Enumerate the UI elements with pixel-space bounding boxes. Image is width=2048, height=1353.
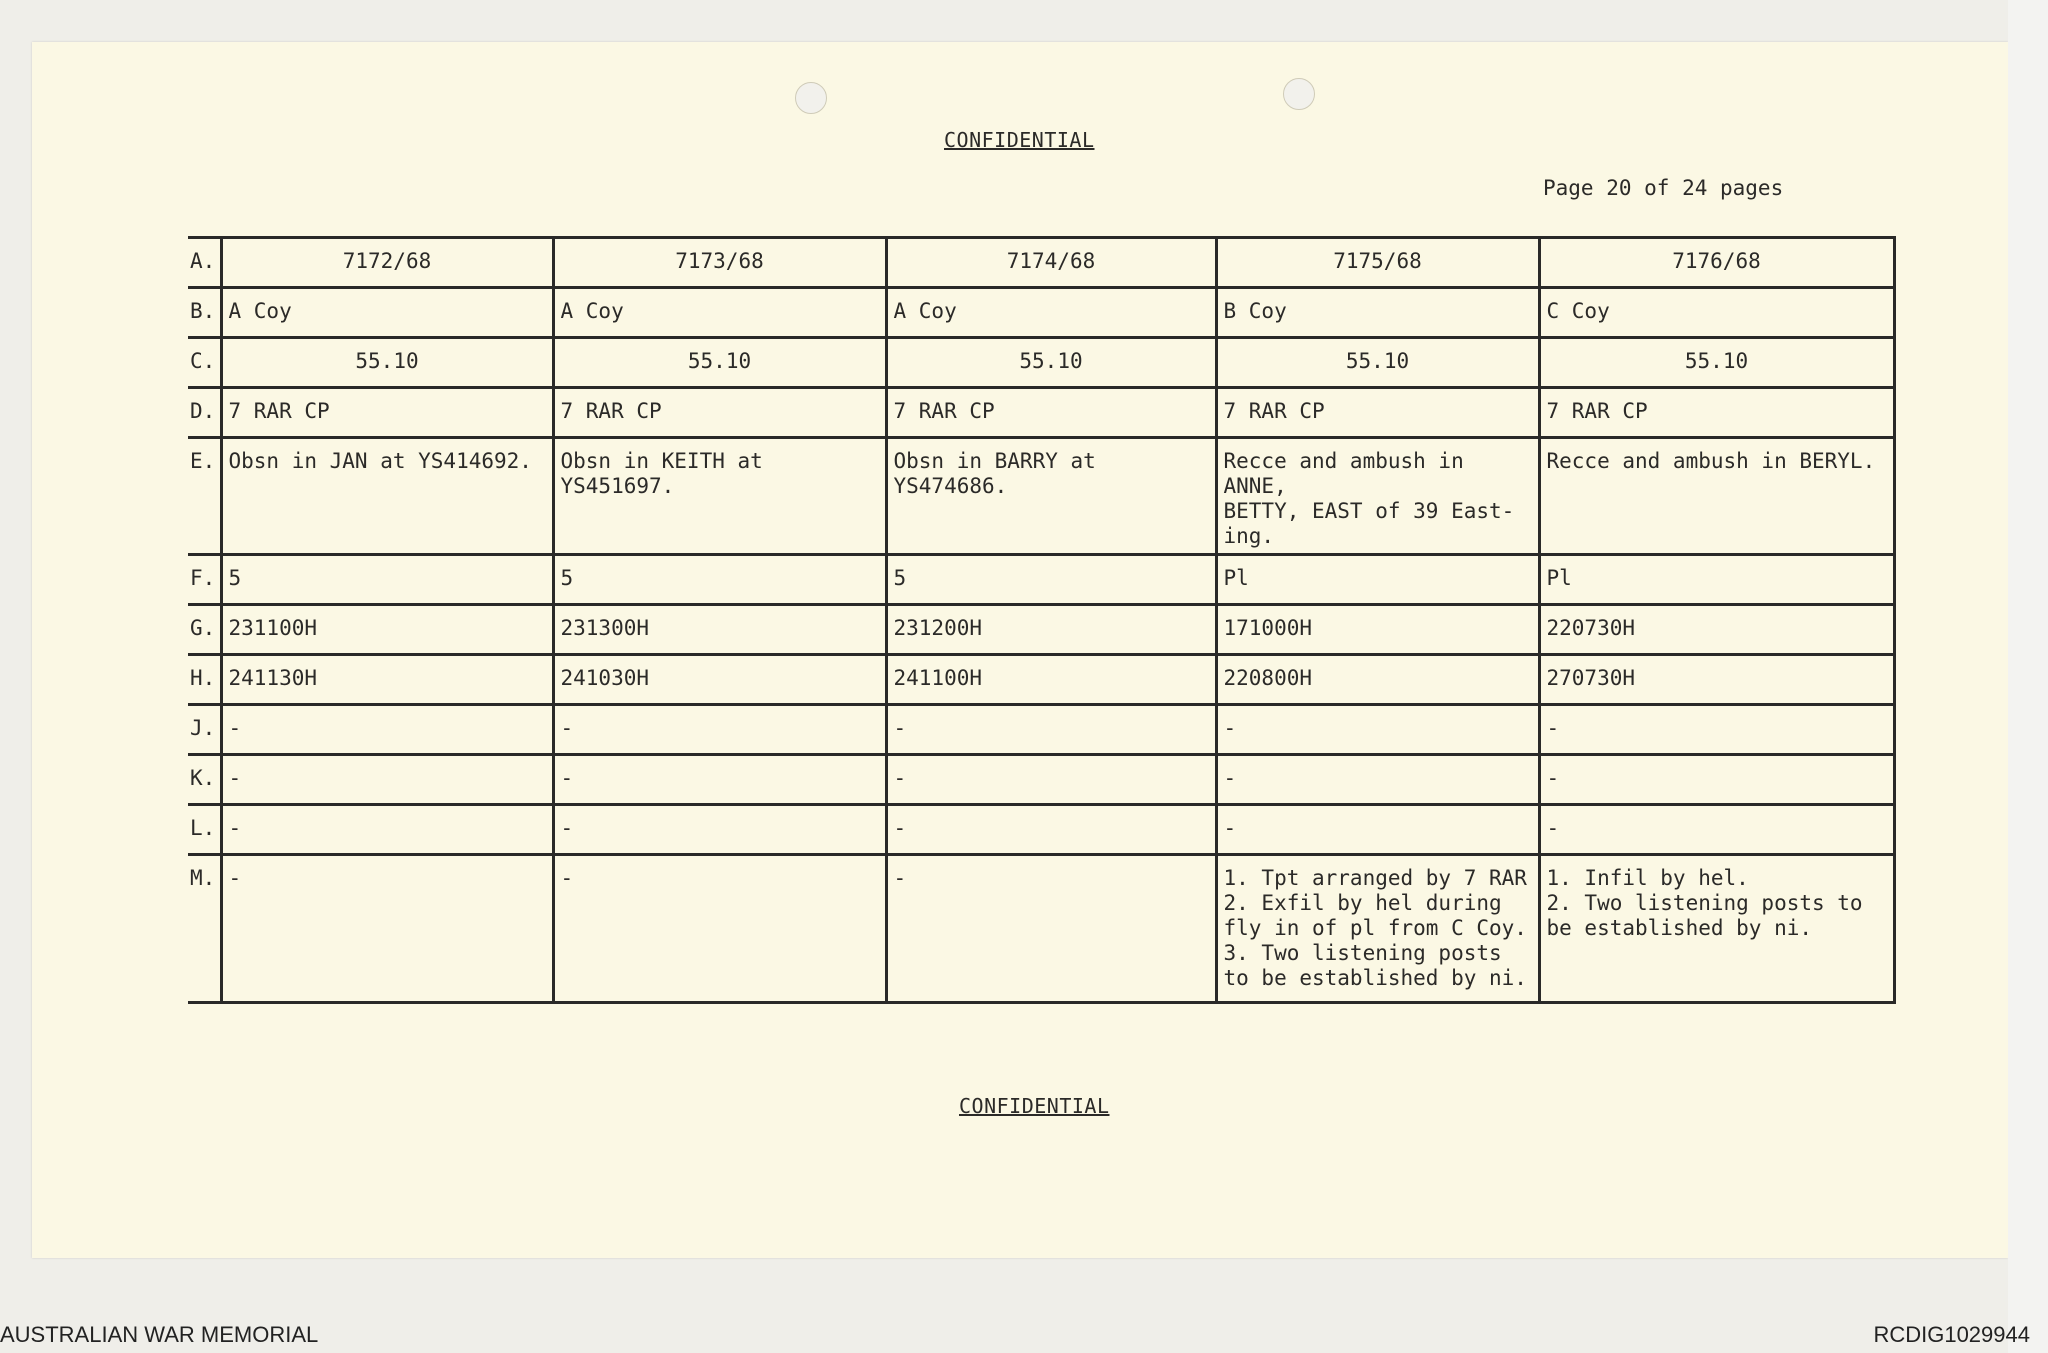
table-cell: 7172/68 — [221, 238, 553, 288]
table-cell: - — [221, 855, 553, 1003]
table-cell: 55.10 — [1216, 338, 1539, 388]
scan-edge — [2008, 0, 2048, 1353]
table-row — [188, 555, 1894, 605]
table-cell: - — [221, 705, 553, 755]
table-cell: 220730H — [1539, 605, 1894, 655]
table-cell: - — [1216, 805, 1539, 855]
table-cell: - — [1539, 755, 1894, 805]
table-cell: - — [553, 705, 886, 755]
row-label: K. — [188, 755, 221, 805]
row-label: B. — [188, 288, 221, 338]
table-row — [188, 855, 1894, 1003]
table-cell: - — [886, 705, 1216, 755]
row-label: D. — [188, 388, 221, 438]
table-cell: 5 — [553, 555, 886, 605]
table-cell: - — [221, 755, 553, 805]
table-cell: Obsn in BARRY at YS474686. — [886, 438, 1216, 555]
table-row — [188, 338, 1894, 388]
table-cell: A Coy — [553, 288, 886, 338]
table-row — [188, 438, 1894, 555]
row-label: M. — [188, 855, 221, 1003]
table-cell: 7 RAR CP — [1539, 388, 1894, 438]
table-cell: 7 RAR CP — [221, 388, 553, 438]
row-label: A. — [188, 238, 221, 288]
table-cell: C Coy — [1539, 288, 1894, 338]
table-row — [188, 705, 1894, 755]
table-row — [188, 805, 1894, 855]
table-cell: Pl — [1539, 555, 1894, 605]
table-cell: - — [221, 805, 553, 855]
table-row — [188, 288, 1894, 338]
table-cell: - — [886, 855, 1216, 1003]
row-label: H. — [188, 655, 221, 705]
table-cell: 7 RAR CP — [553, 388, 886, 438]
table-cell: - — [886, 755, 1216, 805]
table-cell: 7174/68 — [886, 238, 1216, 288]
punch-hole-left — [795, 82, 827, 114]
table-row — [188, 238, 1894, 288]
table-row — [188, 755, 1894, 805]
table-cell: - — [553, 755, 886, 805]
table-cell: 7175/68 — [1216, 238, 1539, 288]
table-cell: - — [1539, 805, 1894, 855]
classification-footer: CONFIDENTIAL — [959, 1094, 1110, 1118]
table-cell: - — [1216, 705, 1539, 755]
row-label: J. — [188, 705, 221, 755]
table-cell: 55.10 — [1539, 338, 1894, 388]
table-row — [188, 388, 1894, 438]
table-row — [188, 605, 1894, 655]
table-row — [188, 655, 1894, 705]
table-cell: Recce and ambush in BERYL. — [1539, 438, 1894, 555]
table-cell: 241130H — [221, 655, 553, 705]
table-cell: Obsn in KEITH at YS451697. — [553, 438, 886, 555]
table-cell: 5 — [221, 555, 553, 605]
table-cell: 55.10 — [886, 338, 1216, 388]
row-label: C. — [188, 338, 221, 388]
table-cell: - — [553, 805, 886, 855]
table-cell: 5 — [886, 555, 1216, 605]
table-cell: 7 RAR CP — [1216, 388, 1539, 438]
table-cell: 7 RAR CP — [886, 388, 1216, 438]
table-cell: A Coy — [221, 288, 553, 338]
table-cell: - — [886, 805, 1216, 855]
table-cell: Obsn in JAN at YS414692. — [221, 438, 553, 555]
row-label: E. — [188, 438, 221, 555]
institution-label: AUSTRALIAN WAR MEMORIAL — [0, 1322, 319, 1347]
table-cell: A Coy — [886, 288, 1216, 338]
table-cell: 55.10 — [221, 338, 553, 388]
table-cell: - — [1539, 705, 1894, 755]
table-cell: 1. Infil by hel. 2. Two listening posts to be established by ni. — [1539, 855, 1894, 1003]
row-label: F. — [188, 555, 221, 605]
table-cell: - — [1216, 755, 1539, 805]
page-number: Page 20 of 24 pages — [1543, 176, 1784, 200]
table-cell: 241030H — [553, 655, 886, 705]
table-cell: 231300H — [553, 605, 886, 655]
table-cell: 7173/68 — [553, 238, 886, 288]
table-cell: 1. Tpt arranged by 7 RAR 2. Exfil by hel during fly in of pl from C Coy. 3. Two listening posts to be established by ni. — [1216, 855, 1539, 1003]
table-cell: 231200H — [886, 605, 1216, 655]
table-cell: - — [553, 855, 886, 1003]
table-cell: Recce and ambush in ANNE, BETTY, EAST of 39 East- ing. — [1216, 438, 1539, 555]
row-label: L. — [188, 805, 221, 855]
catalogue-id: RCDIG1029944 — [1873, 1322, 2030, 1347]
punch-hole-right — [1283, 78, 1315, 110]
classification-header: CONFIDENTIAL — [944, 128, 1095, 152]
table-cell: 7176/68 — [1539, 238, 1894, 288]
table-cell: 241100H — [886, 655, 1216, 705]
table-cell: Pl — [1216, 555, 1539, 605]
serial-table — [188, 236, 1896, 1004]
table-cell: 270730H — [1539, 655, 1894, 705]
table-cell: 55.10 — [553, 338, 886, 388]
table-cell: 220800H — [1216, 655, 1539, 705]
table-cell: 231100H — [221, 605, 553, 655]
table-cell: 171000H — [1216, 605, 1539, 655]
row-label: G. — [188, 605, 221, 655]
table-cell: B Coy — [1216, 288, 1539, 338]
